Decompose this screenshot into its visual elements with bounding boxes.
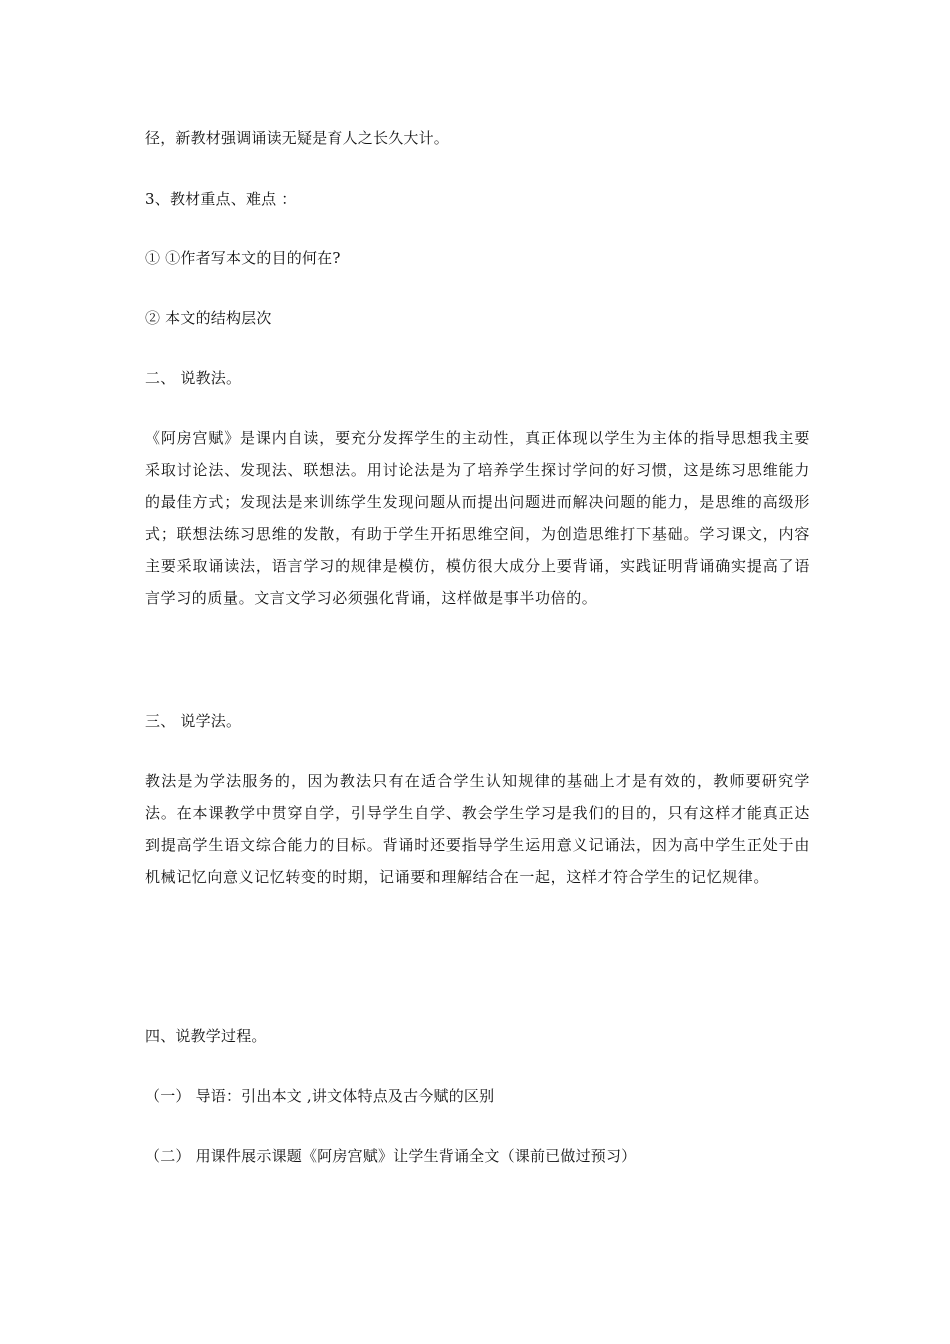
section-heading: 三、 说学法。 (145, 712, 242, 730)
section-paragraph: 教法是为学法服务的，因为教法只有在适合学生认知规律的基础上才是有效的，教师要研究学法。在本课教学中贯穿自学，引导学生自学、教会学生学习是我们的目的，只有这样才能真正达到提高学生语文综合能力的目标。背诵时还要指导学生运用意义记诵法，因为高中学生正处于由机械记忆向意义记忆转变的时期，记诵要和理解结合在一起，这样才符合学生的记忆规律。 (145, 772, 810, 886)
continuation-line: 径，新教材强调诵读无疑是育人之长久大计。 (145, 129, 450, 147)
list-item: ② 本文的结构层次 (145, 309, 272, 327)
section-heading: 四、说教学过程。 (145, 1027, 267, 1045)
list-item: （一） 导语：引出本文 ,讲文体特点及古今赋的区别 (145, 1087, 495, 1105)
list-item: ① ①作者写本文的目的何在? (145, 249, 341, 267)
list-item: （二） 用课件展示课题《阿房宫赋》让学生背诵全文（课前已做过预习） (145, 1147, 637, 1165)
section-paragraph: 《阿房宫赋》是课内自读，要充分发挥学生的主动性，真正体现以学生为主体的指导思想我主要采取讨论法、发现法、联想法。用讨论法是为了培养学生探讨学问的好习惯，这是练习思维能力的最佳方式；发现法是来训练学生发现问题从而提出问题进而解决问题的能力，是思维的高级形式；联想法练习思维的发散，有助于学生开拓思维空间，为创造思维打下基础。学习课文，内容主要采取诵读法，语言学习的规律是模仿，模仿很大成分上要背诵，实践证明背诵确实提高了语言学习的质量。文言文学习必须强化背诵，这样做是事半功倍的。 (145, 429, 810, 607)
section-heading: 二、 说教法。 (145, 369, 242, 387)
difficulty-heading: 3、教材重点、难点 ： (145, 190, 297, 208)
